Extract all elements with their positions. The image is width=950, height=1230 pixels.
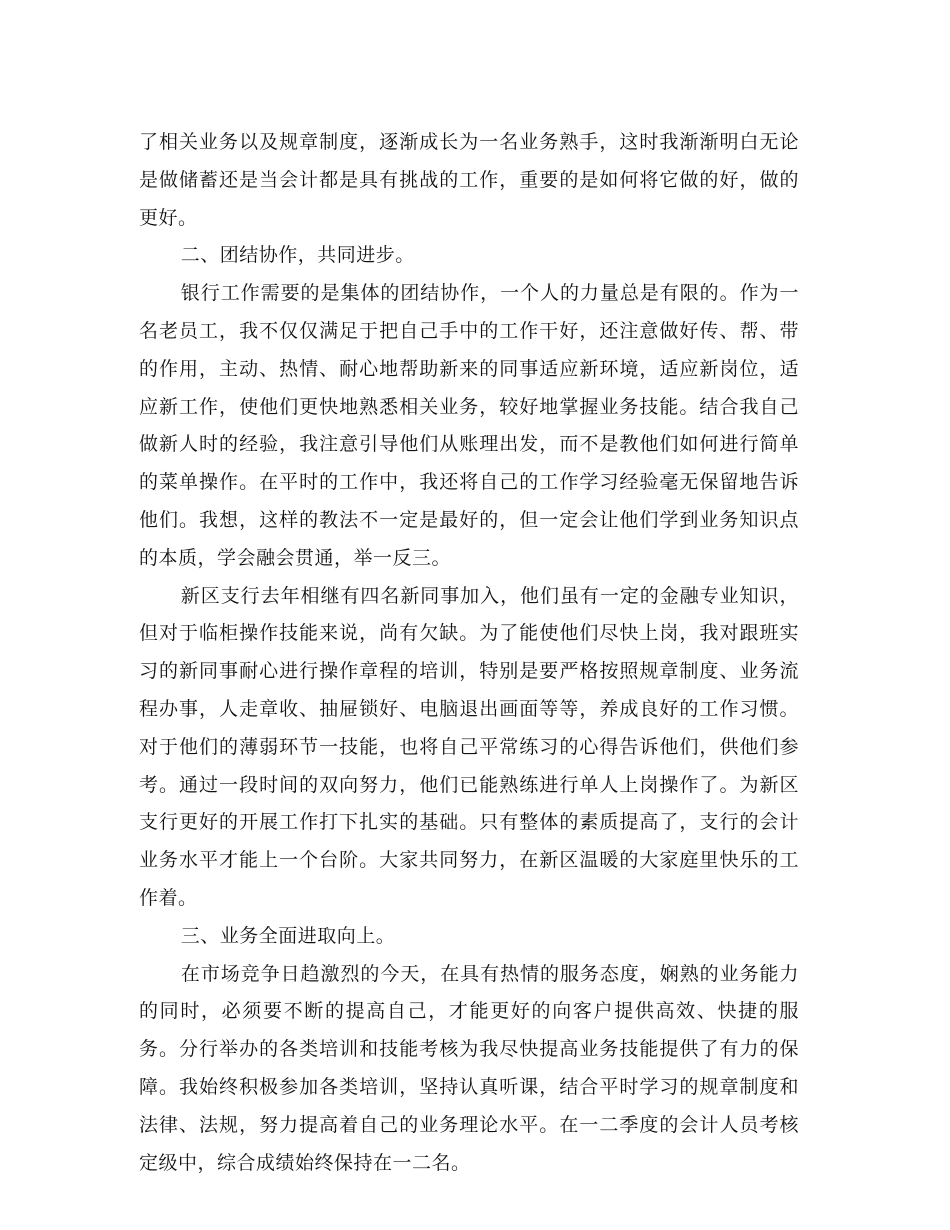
paragraph-teamwork: 银行工作需要的是集体的团结协作，一个人的力量总是有限的。作为一名老员工，我不仅仅满足于把自己手中的工作干好，还注意做好传、帮、带的作用，主动、热情、耐心地帮助新来的同事适应新环境，适应新岗位，适应新工作，使他们更快地熟悉相关业务，较好地掌握业务技能。结合我自己做新人时的经验，我注意引导他们从账理出发，而不是教他们如何进行简单的菜单操作。在平时的工作中，我还将自己的工作学习经验毫无保留地告诉他们。我想，这样的教法不一定是最好的，但一定会让他们学到业务知识点的本质，学会融会贯通，举一反三。 <box>139 282 799 569</box>
section-heading-2: 二、团结协作，共同进步。 <box>180 244 415 267</box>
section-heading-3: 三、业务全面进取向上。 <box>180 924 396 947</box>
paragraph-training: 在市场竞争日趋激烈的今天，在具有热情的服务态度，娴熟的业务能力的同时，必须要不断的提高自己，才能更好的向客户提供高效、快捷的服务。分行举办的各类培训和技能考核为我尽快提高业务技能提供了有力的保障。我始终积极参加各类培训，坚持认真听课，结合平时学习的规章制度和法律、法规，努力提高着自己的业务理论水平。在一二季度的会计人员考核定级中，综合成绩始终保持在一二名。 <box>139 962 799 1174</box>
document-body <box>139 124 799 1182</box>
paragraph-new-colleagues: 新区支行去年相继有四名新同事加入，他们虽有一定的金融专业知识，但对于临柜操作技能来说，尚有欠缺。为了能使他们尽快上岗，我对跟班实习的新同事耐心进行操作章程的培训，特别是要严格按照规章制度、业务流程办事，人走章收、抽屉锁好、电脑退出画面等等，养成良好的工作习惯。对于他们的薄弱环节一技能，也将自己平常练习的心得告诉他们，供他们参考。通过一段时间的双向努力，他们已能熟练进行单人上岗操作了。为新区支行更好的开展工作打下扎实的基础。只有整体的素质提高了，支行的会计业务水平才能上一个台阶。大家共同努力，在新区温暖的大家庭里快乐的工作着。 <box>139 584 799 909</box>
paragraph-continuation: 了相关业务以及规章制度，逐渐成长为一名业务熟手，这时我渐渐明白无论是做储蓄还是当会计都是具有挑战的工作，重要的是如何将它做的好，做的更好。 <box>139 131 799 229</box>
